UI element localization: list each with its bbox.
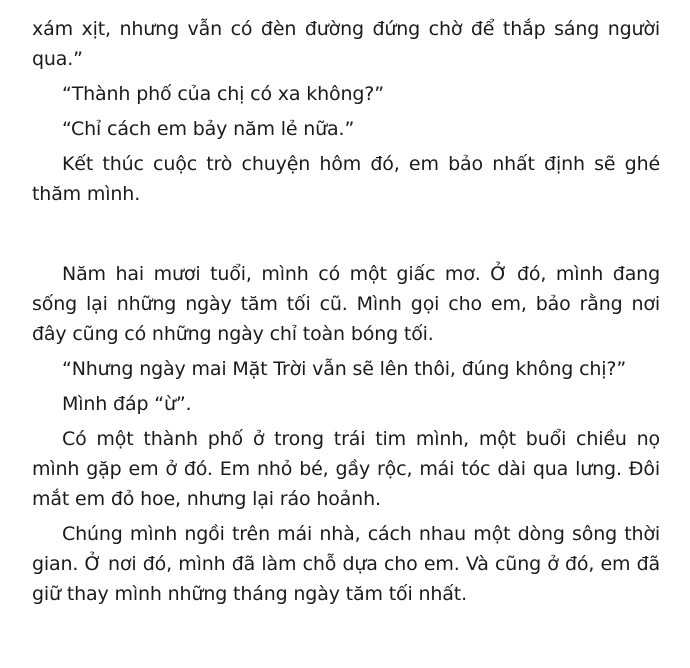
dialogue-reply: Mình đáp “ừ”. [62, 393, 192, 415]
paragraph-city-in-heart: Có một thành phố ở trong trái tim mình, một buổi chiều nọ mình gặp em ở đó. Em nhỏ bé, gầy rộc, mái tóc dài qua lưng. Đôi mắt em đỏ hoe, nhưng lại ráo hoảnh. [32, 428, 660, 510]
paragraph-dream: Năm hai mươi tuổi, mình có một giấc mơ. Ở đó, mình đang sống lại những ngày tăm tối cũ. Mình gọi cho em, bảo rằng nơi đây cũng có những ngày chỉ toàn bóng tối. [32, 263, 660, 345]
dialogue-answer: “Chỉ cách em bảy năm lẻ nữa.” [62, 118, 355, 140]
dialogue-sun: “Nhưng ngày mai Mặt Trời vẫn sẽ lên thôi, đúng không chị?” [62, 358, 627, 380]
section-break [32, 209, 660, 259]
paragraph-conversation-end: Kết thúc cuộc trò chuyện hôm đó, em bảo nhất định sẽ ghé thăm mình. [32, 153, 660, 205]
document-page [32, 14, 660, 609]
paragraph-rooftop: Chúng mình ngồi trên mái nhà, cách nhau một dòng sông thời gian. Ở nơi đó, mình đã làm chỗ dựa cho em. Và cũng ở đó, em đã giữ thay mình những tháng ngày tăm tối nhất. [32, 523, 660, 605]
paragraph-continuation: xám xịt, nhưng vẫn có đèn đường đứng chờ để thắp sáng người qua.” [32, 18, 660, 70]
dialogue-question: “Thành phố của chị có xa không?” [62, 83, 384, 105]
